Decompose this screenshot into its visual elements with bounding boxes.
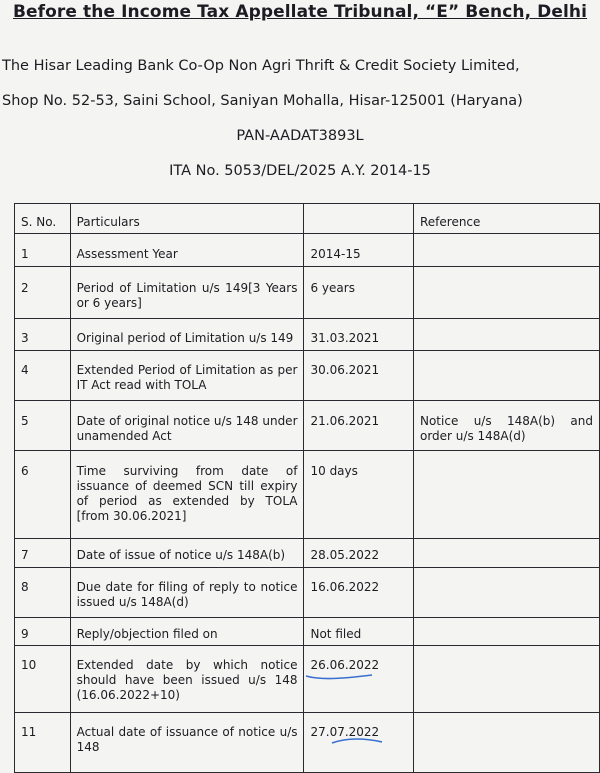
row-value: 6 years (304, 267, 414, 319)
row-particulars: Reply/objection filed on (70, 618, 304, 646)
row-sno: 2 (15, 267, 71, 319)
row-value: 31.03.2021 (304, 319, 414, 351)
row-particulars: Original period of Limitation u/s 149 (70, 319, 304, 351)
row-value: 16.06.2022 (304, 568, 414, 618)
row-reference (413, 646, 599, 713)
row-value: 21.06.2021 (304, 401, 414, 451)
row-value: 30.06.2021 (304, 351, 414, 401)
row-value: 27.07.2022 (304, 713, 414, 773)
row-sno: 7 (15, 539, 71, 568)
row-sno: 3 (15, 319, 71, 351)
header-reference: Reference (413, 204, 599, 234)
party-address: Shop No. 52-53, Saini School, Saniyan Mohalla, Hisar-125001 (Haryana) (2, 93, 523, 109)
row-particulars: Time surviving from date of issuance of deemed SCN till expiry of period as extended by TOLA [from 30.06.2021] (70, 451, 304, 539)
row-sno: 11 (15, 713, 71, 773)
table-row (15, 646, 600, 713)
header-value (304, 204, 414, 234)
row-value: 2014-15 (304, 234, 414, 267)
document-title: Before the Income Tax Appellate Tribunal, “E” Bench, Delhi (12, 2, 588, 22)
pan-number: PAN-AADAT3893L (236, 128, 364, 144)
table-row (15, 267, 600, 319)
row-reference (413, 319, 599, 351)
table-header-row (15, 204, 600, 234)
table-row (15, 451, 600, 539)
row-particulars: Extended Period of Limitation as per IT Act read with TOLA (70, 351, 304, 401)
row-value: 10 days (304, 451, 414, 539)
row-particulars: Actual date of issuance of notice u/s 148 (70, 713, 304, 773)
row-sno: 5 (15, 401, 71, 451)
row-reference (413, 451, 599, 539)
row-sno: 1 (15, 234, 71, 267)
row-particulars: Due date for filing of reply to notice issued u/s 148A(d) (70, 568, 304, 618)
table-row (15, 351, 600, 401)
table-row (15, 319, 600, 351)
row-reference: Notice u/s 148A(b) and order u/s 148A(d) (413, 401, 599, 451)
case-reference: ITA No. 5053/DEL/2025 A.Y. 2014-15 (169, 163, 431, 179)
row-reference (413, 713, 599, 773)
party-name: The Hisar Leading Bank Co-Op Non Agri Thrift & Credit Society Limited, (2, 58, 520, 74)
row-reference (413, 618, 599, 646)
row-reference (413, 234, 599, 267)
header-particulars: Particulars (70, 204, 304, 234)
table-row (15, 234, 600, 267)
row-value: 26.06.2022 (304, 646, 414, 713)
table-row (15, 568, 600, 618)
row-particulars: Date of issue of notice u/s 148A(b) (70, 539, 304, 568)
row-reference (413, 351, 599, 401)
row-sno: 4 (15, 351, 71, 401)
row-reference (413, 568, 599, 618)
row-particulars: Date of original notice u/s 148 under unamended Act (70, 401, 304, 451)
row-sno: 9 (15, 618, 71, 646)
table-row (15, 539, 600, 568)
row-sno: 8 (15, 568, 71, 618)
limitation-table (14, 203, 600, 773)
table-row (15, 713, 600, 773)
row-reference (413, 539, 599, 568)
row-sno: 10 (15, 646, 71, 713)
row-particulars: Period of Limitation u/s 149[3 Years or 6 years] (70, 267, 304, 319)
row-particulars: Assessment Year (70, 234, 304, 267)
row-value: Not filed (304, 618, 414, 646)
table-row (15, 401, 600, 451)
row-sno: 6 (15, 451, 71, 539)
table-row (15, 618, 600, 646)
header-sno: S. No. (15, 204, 71, 234)
row-value: 28.05.2022 (304, 539, 414, 568)
row-reference (413, 267, 599, 319)
row-particulars: Extended date by which notice should have been issued u/s 148 (16.06.2022+10) (70, 646, 304, 713)
